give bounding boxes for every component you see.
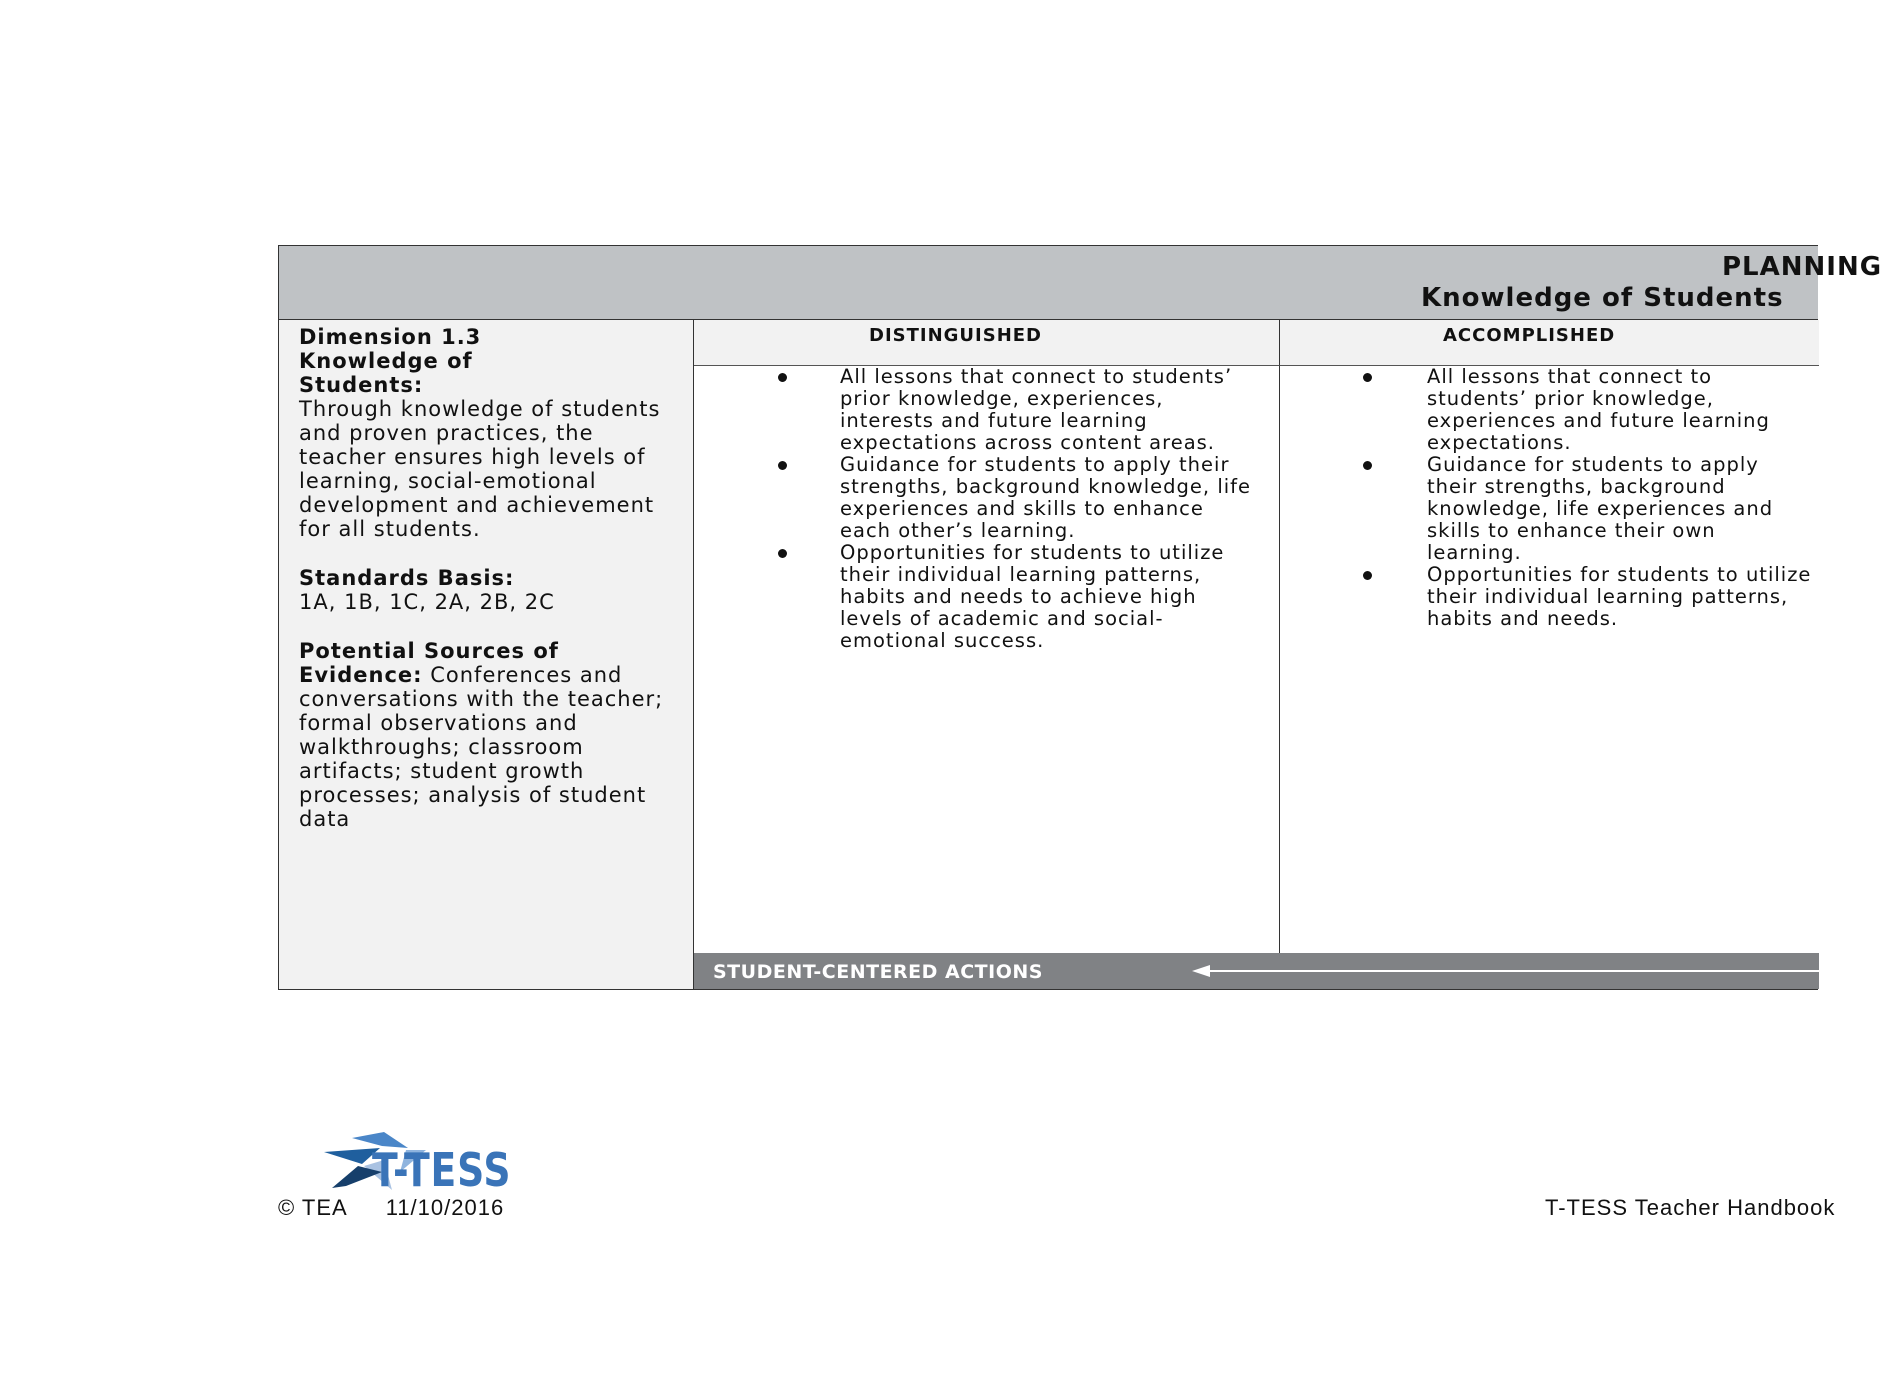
- footer-left: [278, 1195, 504, 1221]
- bullet-icon: [778, 461, 787, 470]
- column-header-distinguished: [694, 320, 1279, 366]
- column-body-accomplished: [1279, 366, 1819, 953]
- list-item-text: All lessons that connect to students’ prior knowledge, experiences and future learning expectations.: [1427, 365, 1770, 454]
- bullet-icon: [1363, 571, 1372, 580]
- standards-value: 1A, 1B, 1C, 2A, 2B, 2C: [299, 590, 555, 614]
- bullet-icon: [778, 373, 787, 382]
- list-item-text: Guidance for students to apply their strengths, background knowledge, life experiences and skills to enhance their own learning.: [1427, 453, 1774, 564]
- domain-banner: [279, 246, 1882, 320]
- bullet-icon: [1363, 373, 1372, 382]
- rubric-table: [278, 245, 1882, 990]
- list-item: [694, 542, 1279, 652]
- standards-label: Standards Basis:: [299, 566, 515, 590]
- list-item-text: All lessons that connect to students’ prior knowledge, experiences, interests and future learning expectations across content areas.: [840, 365, 1233, 454]
- list-item: [1280, 564, 1819, 630]
- evidence-paragraph: [299, 639, 675, 831]
- footer-date: 11/10/2016: [385, 1195, 505, 1220]
- domain-title: PLANNING: [1722, 252, 1882, 282]
- bullet-list: [1280, 366, 1819, 630]
- dimension-subtitle: Knowledge of Students: [1421, 283, 1784, 313]
- list-item-text: Opportunities for students to utilize their individual learning patterns, habits and needs to achieve high levels of academic and social-emotional success.: [840, 541, 1225, 652]
- bullet-list: [694, 366, 1279, 652]
- student-centered-actions-bar: [694, 953, 1819, 989]
- t-tess-logo-text: T-TESS: [372, 1143, 512, 1197]
- list-item: [694, 454, 1279, 542]
- copyright-text: © TEA: [278, 1195, 348, 1220]
- dimension-name: Knowledge of Students:: [299, 349, 473, 397]
- list-item: [1280, 454, 1819, 564]
- list-item-text: Guidance for students to apply their strengths, background knowledge, life experiences and skills to enhance each other’s learning.: [840, 453, 1252, 542]
- list-item-text: Opportunities for students to utilize their individual learning patterns, habits and needs.: [1427, 563, 1812, 630]
- action-bar-label: STUDENT-CENTERED ACTIONS: [713, 961, 1043, 983]
- column-header-accomplished: [1279, 320, 1819, 366]
- dimension-description: Through knowledge of students and proven practices, the teacher ensures high levels of learning, social-emotional development and achievement for all students.: [299, 397, 661, 541]
- list-item: [1280, 366, 1819, 454]
- dimension-heading: Dimension 1.3: [299, 325, 482, 349]
- column-header-label: ACCOMPLISHED: [1443, 325, 1616, 346]
- evidence-label: Potential Sources of Evidence:: [299, 639, 559, 687]
- dimension-panel: [279, 320, 694, 989]
- bullet-icon: [778, 549, 787, 558]
- column-header-label: DISTINGUISHED: [869, 325, 1042, 346]
- column-body-distinguished: [694, 366, 1279, 953]
- footer-right-text: T-TESS Teacher Handbook: [1545, 1195, 1836, 1220]
- list-item: [694, 366, 1279, 454]
- bullet-icon: [1363, 461, 1372, 470]
- left-arrow-icon: [1192, 963, 1822, 979]
- evidence-value: Conferences and conversations with the teacher; formal observations and walkthroughs; classroom artifacts; student growth processes; analysis of student data: [299, 663, 664, 831]
